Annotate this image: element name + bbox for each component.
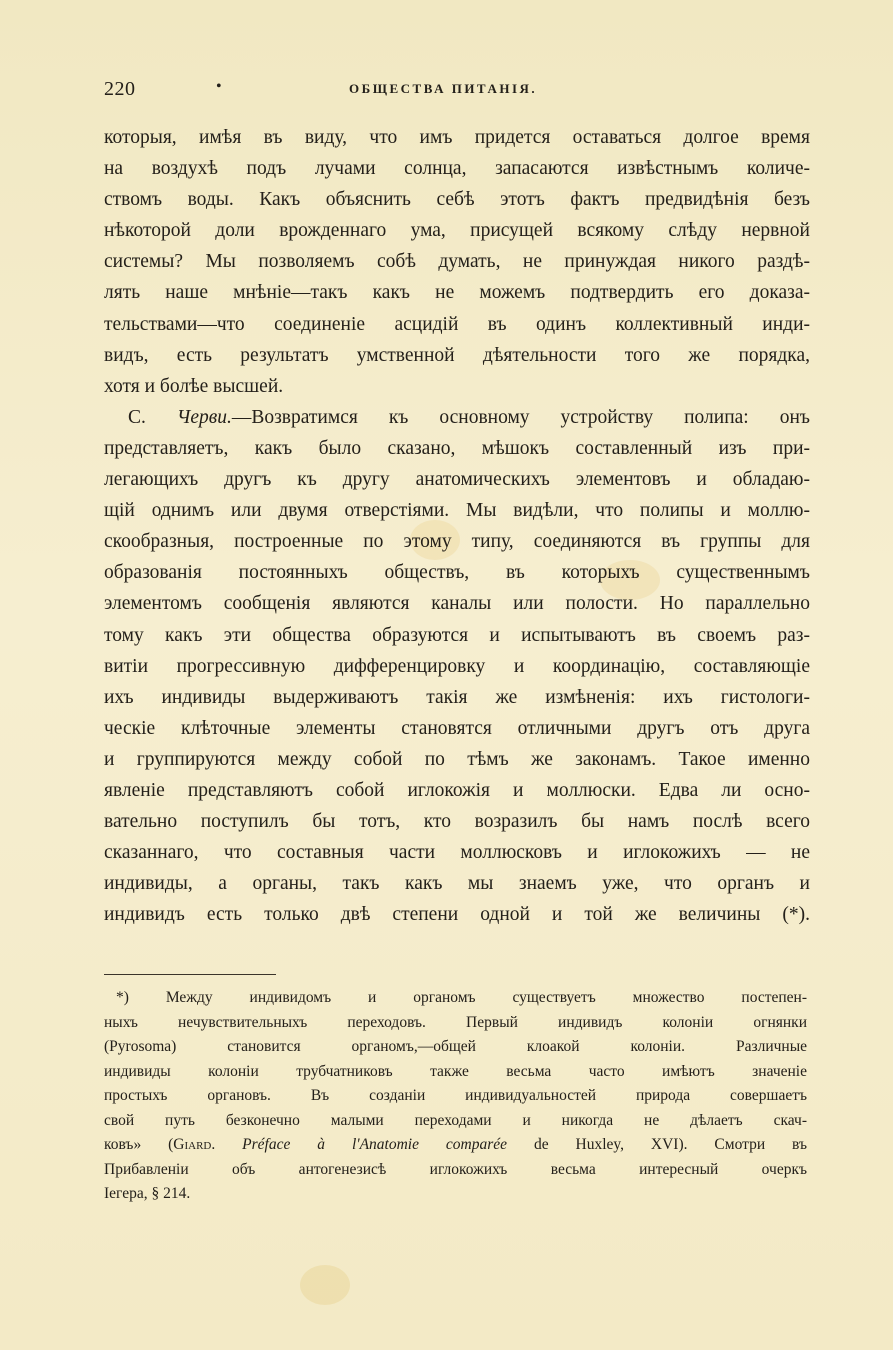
- text-line: элементомъ сообщенія являются каналы или полости. Но параллельно: [104, 593, 810, 615]
- footnote-line: индивиды колоніи трубчатниковъ также весьма часто имѣютъ значеніе: [104, 1062, 807, 1080]
- main-text: [104, 122, 810, 930]
- text-line: легающихъ другъ къ другу анатомическихъ элементовъ и обладаю-: [104, 469, 810, 491]
- footnote-line: (Pyrosoma) становится органомъ,—общей клоакой колоніи. Различные: [104, 1038, 807, 1055]
- text-line: ихъ индивиды выдерживаютъ такія же измѣненія: ихъ гистологи-: [104, 686, 810, 708]
- footnote-line: ныхъ нечувствительныхъ переходовъ. Первый индивидъ колоніи огнянки: [104, 1013, 807, 1031]
- citation-author: Giard.: [173, 1136, 216, 1153]
- text-line: ческіе клѣточные элементы становятся отличными другъ отъ друга: [104, 717, 810, 739]
- page-header: [104, 78, 814, 102]
- footnote-line: Прибавленіи объ антогенезисѣ иглокожихъ весьма интересный очеркъ: [104, 1160, 807, 1178]
- text-line: нѣкоторой доли врожденнаго ума, присущей всякому слѣду нервной: [104, 220, 810, 242]
- section-heading: Черви.: [176, 406, 232, 428]
- text-line: хотя и болѣе высшей.: [104, 375, 284, 397]
- footnote-line-rest: Между индивидомъ и органомъ существуетъ множество постепен-: [165, 989, 807, 1006]
- text-line-rest: —Возвратимся къ основному устройству полипа: онъ: [231, 406, 810, 428]
- text-line: и группируются между собой по тѣмъ же законамъ. Такое именно: [104, 748, 810, 770]
- text-line: ствомъ воды. Какъ объяснить себѣ этотъ фактъ предвидѣнія безъ: [104, 189, 810, 211]
- citation-prefix: ковъ» (: [104, 1136, 174, 1153]
- text-line: которыя, имѣя въ виду, что имъ придется оставаться долгое время: [104, 127, 810, 148]
- footnote-line: свой путь безконечно малыми переходами и никогда не дѣлаетъ скач-: [104, 1111, 807, 1129]
- footnote-divider: [104, 974, 276, 975]
- citation-rest: de Huxley, XVI). Смотри въ: [533, 1136, 807, 1153]
- text-line: системы? Мы позволяемъ собѣ думать, не принуждая никого раздѣ-: [104, 251, 810, 273]
- text-line: представляетъ, какъ было сказано, мѣшокъ составленный изъ при-: [104, 437, 810, 459]
- footnote-marker: *): [116, 989, 129, 1006]
- footnote: [104, 986, 807, 1207]
- footnote-line: Іегера, § 214.: [104, 1185, 191, 1202]
- text-line: индивидъ есть только двѣ степени одной и той же величины (*).: [104, 904, 810, 926]
- text-line: индивиды, а органы, такъ какъ мы знаемъ уже, что органъ и: [104, 873, 810, 895]
- text-line: образованія постоянныхъ обществъ, въ которыхъ существеннымъ: [104, 562, 810, 584]
- footnote-line: простыхъ органовъ. Въ созданіи индивидуальностей природа совершаетъ: [104, 1087, 807, 1104]
- text-line: явленіе представляютъ собой иглокожія и моллюски. Едва ли осно-: [104, 779, 810, 801]
- text-line: лять наше мнѣніе—такъ какъ не можемъ подтвердить его доказа-: [104, 282, 810, 304]
- text-line: щій однимъ или двумя отверстіями. Мы видѣли, что полипы и моллю-: [104, 500, 810, 522]
- running-title: ОБЩЕСТВА ПИТАНІЯ.: [349, 81, 538, 96]
- section-letter: С.: [128, 406, 146, 428]
- text-line: сказаннаго, что составныя части моллюсковъ и иглокожихъ — не: [104, 842, 810, 864]
- footnote-citation-line: [104, 1133, 807, 1158]
- text-line: на воздухѣ подъ лучами солнца, запасаются извѣстнымъ количе-: [104, 158, 810, 180]
- citation-title: Préface à l'Anatomie comparée: [242, 1136, 508, 1153]
- footnote-line: [104, 986, 807, 1011]
- text-line: тельствами—что соединеніе асцидій въ одинъ коллективный инди-: [104, 313, 810, 335]
- text-line: скообразныя, построенные по этому типу, соединяются въ группы для: [104, 531, 810, 553]
- text-line: тому какъ эти общества образуются и испытываютъ въ своемъ раз-: [104, 624, 810, 646]
- page-number: 220: [104, 78, 136, 100]
- page-stain: [300, 1265, 350, 1305]
- text-line: вательно поступилъ бы тотъ, кто возразилъ бы намъ послѣ всего: [104, 811, 810, 833]
- text-line: видъ, есть результатъ умственной дѣятельности того же порядка,: [104, 344, 810, 366]
- header-dot: •: [216, 78, 222, 95]
- text-line: витіи прогрессивную дифференцировку и координацію, составляющіе: [104, 655, 810, 677]
- section-heading-line: [104, 402, 810, 433]
